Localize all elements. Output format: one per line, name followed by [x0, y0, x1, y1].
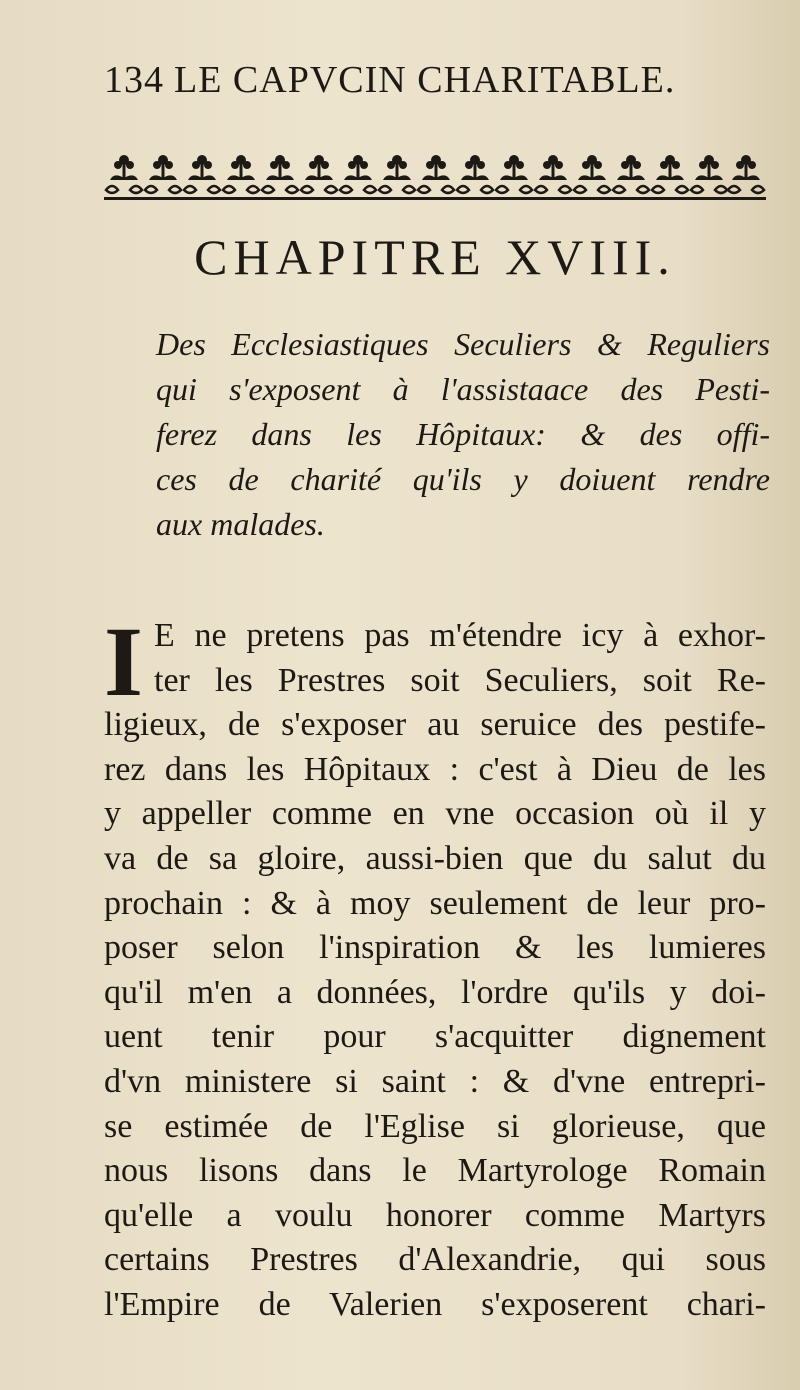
- running-title: LE CAPVCIN CHARITABLE.: [174, 59, 676, 101]
- body-line: nous lisons dans le Martyrologe Romain: [104, 1152, 766, 1190]
- body-line: prochain : & à moy seulement de leur pro-: [104, 884, 766, 922]
- body-line: poser selon l'inspiration & les lumieres: [104, 929, 766, 967]
- page-number: 134: [104, 59, 164, 101]
- floral-fleuron-band-icon: [104, 150, 766, 204]
- body-line: certains Prestres d'Alexandrie, qui sous: [104, 1241, 766, 1279]
- body-line: ligieux, de s'exposer au seruice des pestife-: [104, 706, 766, 744]
- body-line: E ne pretens pas m'étendre icy à exhor-: [154, 617, 766, 654]
- body-line: uent tenir pour s'acquitter dignement: [104, 1018, 766, 1056]
- subtitle-line: Des Ecclesiastiques Seculiers & Reguliers: [156, 326, 770, 362]
- body-line: va de sa gloire, aussi-bien que du salut du: [104, 839, 766, 877]
- running-head: [104, 58, 764, 108]
- body-line: qu'elle a voulu honorer comme Martyrs: [104, 1196, 766, 1234]
- chapter-subtitle: [156, 322, 770, 582]
- body-line: se estimée de l'Eglise si glorieuse, que: [104, 1107, 766, 1145]
- subtitle-line: qui s'exposent à l'assistaace des Pesti-: [156, 371, 770, 407]
- body-paragraph: [104, 606, 766, 1323]
- subtitle-line: aux malades.: [156, 506, 325, 542]
- body-line: ter les Prestres soit Seculiers, soit Re-: [154, 661, 766, 699]
- body-line: qu'il m'en a données, l'ordre qu'ils y doi-: [104, 973, 766, 1011]
- drop-cap: I: [104, 606, 143, 717]
- body-line: l'Empire de Valerien s'exposerent chari-: [104, 1285, 766, 1323]
- subtitle-line: ces de charité qu'ils y doiuent rendre: [156, 461, 770, 497]
- body-line: d'vn ministere si saint : & d'vne entrepri-: [104, 1062, 766, 1100]
- body-line: y appeller comme en vne occasion où il y: [104, 795, 766, 833]
- chapter-title: CHAPITRE XVIII.: [194, 229, 676, 285]
- subtitle-line: ferez dans les Hôpitaux: & des offi-: [156, 416, 770, 452]
- body-line: rez dans les Hôpitaux : c'est à Dieu de les: [104, 750, 766, 788]
